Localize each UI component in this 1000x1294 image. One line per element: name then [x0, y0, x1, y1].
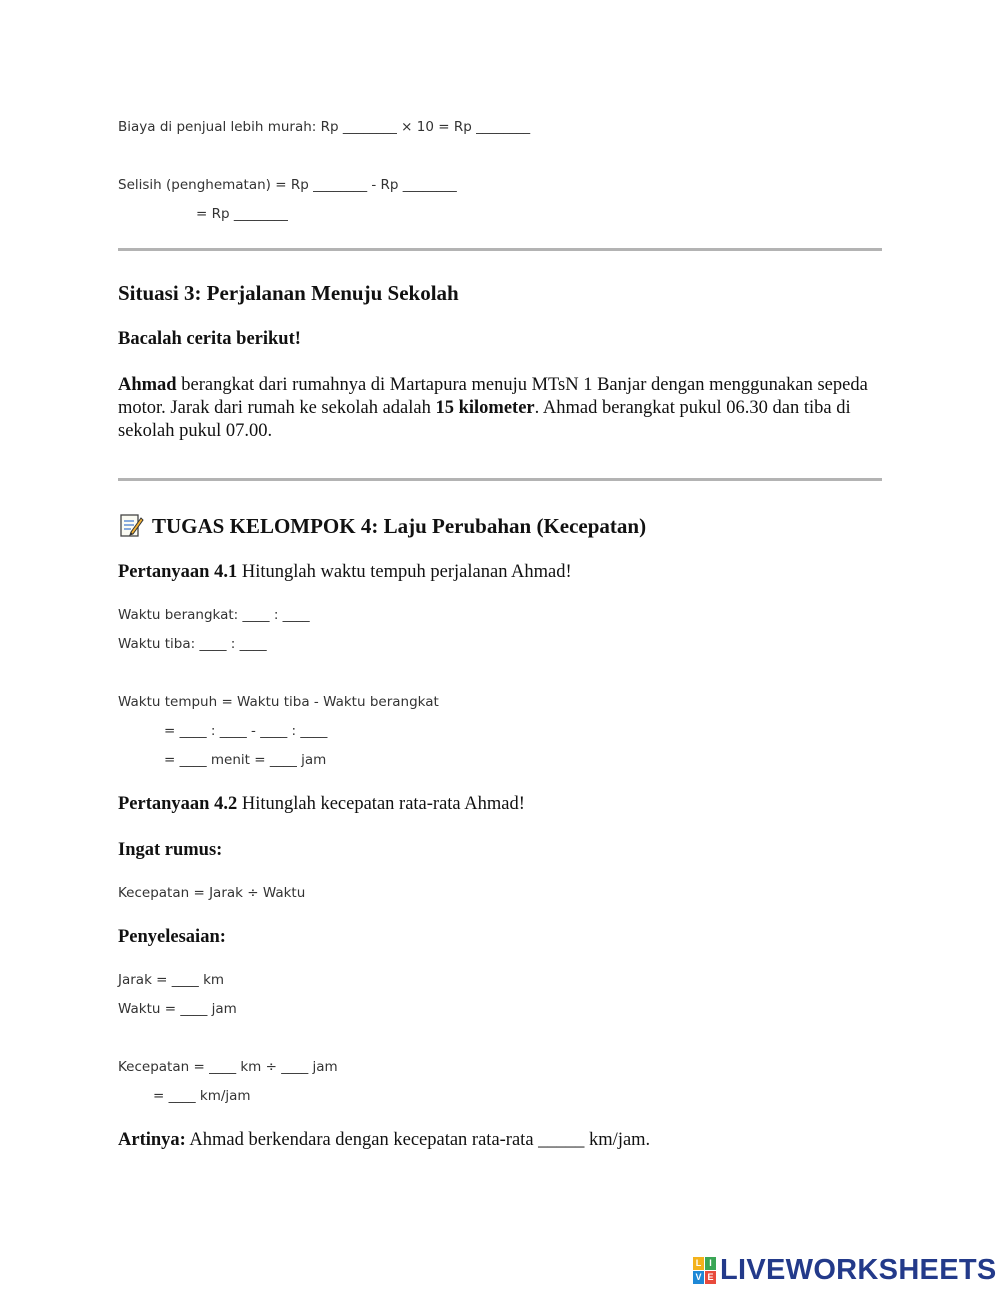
artinya-text: Ahmad berkendara dengan kecepatan rata-rata _____ km/jam. — [185, 1130, 651, 1150]
logo-cube-i: I — [705, 1257, 716, 1270]
logo-cube-l: L — [693, 1257, 704, 1270]
kecepatan-line: Kecepatan = ____ km ÷ ____ jam — [118, 1059, 338, 1075]
waktu-equation-2: = ____ menit = ____ jam — [164, 752, 327, 768]
question-4-2 — [118, 794, 525, 815]
question-4-1-label: Pertanyaan 4.1 — [118, 562, 238, 582]
waktu-tiba-line: Waktu tiba: ____ : ____ — [118, 636, 267, 652]
liveworksheets-logo — [693, 1255, 997, 1285]
question-4-2-label: Pertanyaan 4.2 — [118, 794, 238, 814]
penyelesaian-heading: Penyelesaian: — [118, 927, 226, 947]
rumus-line: Kecepatan = Jarak ÷ Waktu — [118, 885, 306, 901]
waktu-equation-1: = ____ : ____ - ____ : ____ — [164, 723, 328, 739]
story-name: Ahmad — [118, 375, 177, 395]
logo-cube-icon — [693, 1257, 716, 1284]
memo-icon — [118, 512, 144, 538]
ingat-rumus-heading: Ingat rumus: — [118, 840, 223, 860]
artinya-line — [118, 1130, 650, 1151]
calc-line-selisih: Selisih (penghematan) = Rp ________ - Rp ________ — [118, 177, 457, 193]
story-paragraph — [118, 374, 888, 443]
artinya-label: Artinya: — [118, 1130, 186, 1150]
question-4-1-text: Hitunglah waktu tempuh perjalanan Ahmad! — [237, 562, 572, 582]
story-text-1: berangkat dari rumahnya di Martapura menuju MTsN 1 Banjar dengan menggunakan sepeda motor. Jarak dari rumah ke sekolah adalah — [118, 375, 868, 418]
instruction-heading: Bacalah cerita berikut! — [118, 329, 301, 349]
logo-text: LIVEWORKSHEETS — [720, 1254, 997, 1286]
jarak-line: Jarak = ____ km — [118, 972, 225, 988]
logo-cube-v: V — [693, 1271, 704, 1284]
question-4-2-text: Hitunglah kecepatan rata-rata Ahmad! — [237, 794, 525, 814]
question-4-1 — [118, 562, 572, 583]
story-distance: 15 kilometer — [435, 398, 535, 418]
divider — [118, 478, 882, 481]
waktu-berangkat-line: Waktu berangkat: ____ : ____ — [118, 607, 310, 623]
task-title-text: TUGAS KELOMPOK 4: Laju Perubahan (Kecepatan) — [152, 514, 647, 538]
section-title-situasi-3: Situasi 3: Perjalanan Menuju Sekolah — [118, 281, 459, 305]
waktu-line: Waktu = ____ jam — [118, 1001, 237, 1017]
calc-line-result: = Rp ________ — [196, 206, 288, 222]
story-text-2: . Ahmad berangkat pukul 06.30 dan tiba di sekolah pukul 07.00. — [118, 398, 851, 441]
logo-cube-e: E — [705, 1271, 716, 1284]
kecepatan-equation: = ____ km/jam — [153, 1088, 251, 1104]
task-title — [118, 512, 646, 539]
divider — [118, 248, 882, 251]
waktu-tempuh-line: Waktu tempuh = Waktu tiba - Waktu berangkat — [118, 694, 439, 710]
calc-line-penjual: Biaya di penjual lebih murah: Rp ________ × 10 = Rp ________ — [118, 119, 531, 135]
